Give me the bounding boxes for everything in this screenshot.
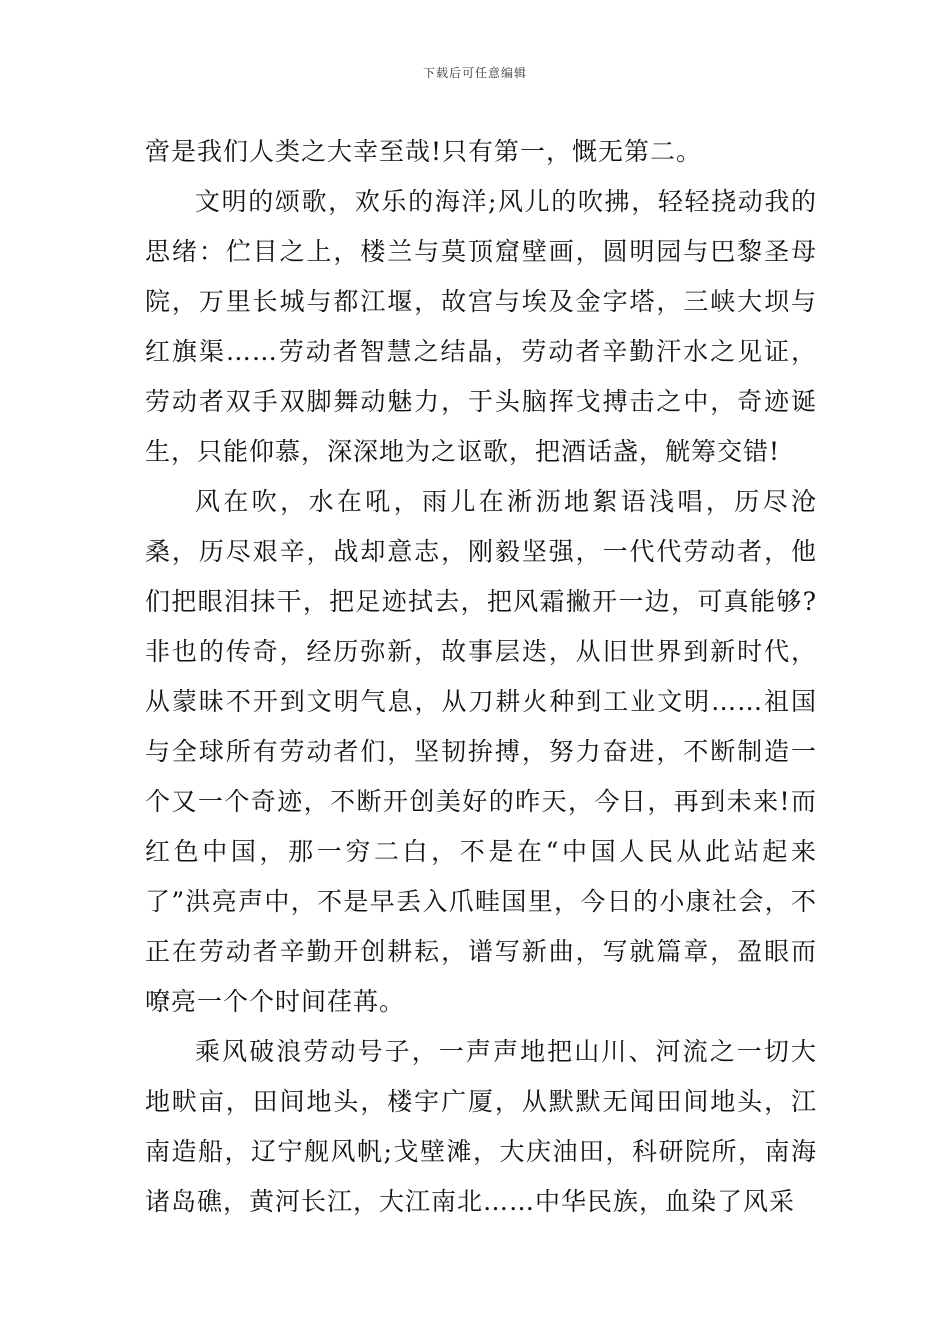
- page-header: 下载后可任意编辑: [422, 66, 527, 80]
- paragraph-1: 啻是我们人类之大幸至哉!只有第一，慨无第二。: [145, 137, 703, 166]
- paragraph-3: 风在吹，水在吼，雨儿在淅沥地絮语浅唱，历尽沧桑，历尽艰辛，战却意志，刚毅坚强，一代代劳动者，他们把眼泪抹干，把足迹拭去，把风霜撇开一边，可真能够?非也的传奇，经历弥新，故事层迭，从旧世界到新时代，从蒙昧不开到文明气息，从刀耕火种到工业文明……祖国与全球所有劳动者们，坚韧拚搏，努力奋进，不断制造一个又一个奇迹，不断开创美好的昨天，今日，再到未来!而红色中国，那一穷二白，不是在“中国人民从此站起来了”洪亮声中，不是早丢入爪畦国里，今日的小康社会，不正在劳动者辛勤开创耕耘，谱写新曲，写就篇章，盈眼而嘹亮一个个时间荏苒。: [145, 487, 817, 1016]
- paragraph-4: 乘风破浪劳动号子，一声声地把山川、河流之一切大地畎亩，田间地头，楼宇广厦，从默默无闻田间地头，江南造船，辽宁舰风帆;戈壁滩，大庆油田，科研院所，南海诸岛礁，黄河长江，大江南北……中华民族，血染了风采: [145, 1037, 817, 1216]
- paragraph-2: 文明的颂歌，欢乐的海洋;风儿的吹拂，轻轻挠动我的思绪：伫目之上，楼兰与莫顶窟壁画，圆明园与巴黎圣母院，万里长城与都江堰，故宫与埃及金字塔，三峡大坝与红旗渠……劳动者智慧之结晶，劳动者辛勤汗水之见证，劳动者双手双脚舞动魅力，于头脑挥戈搏击之中，奇迹诞生，只能仰慕，深深地为之讴歌，把酒话盏，觥筹交错!: [145, 187, 817, 466]
- document-body: [145, 127, 817, 1227]
